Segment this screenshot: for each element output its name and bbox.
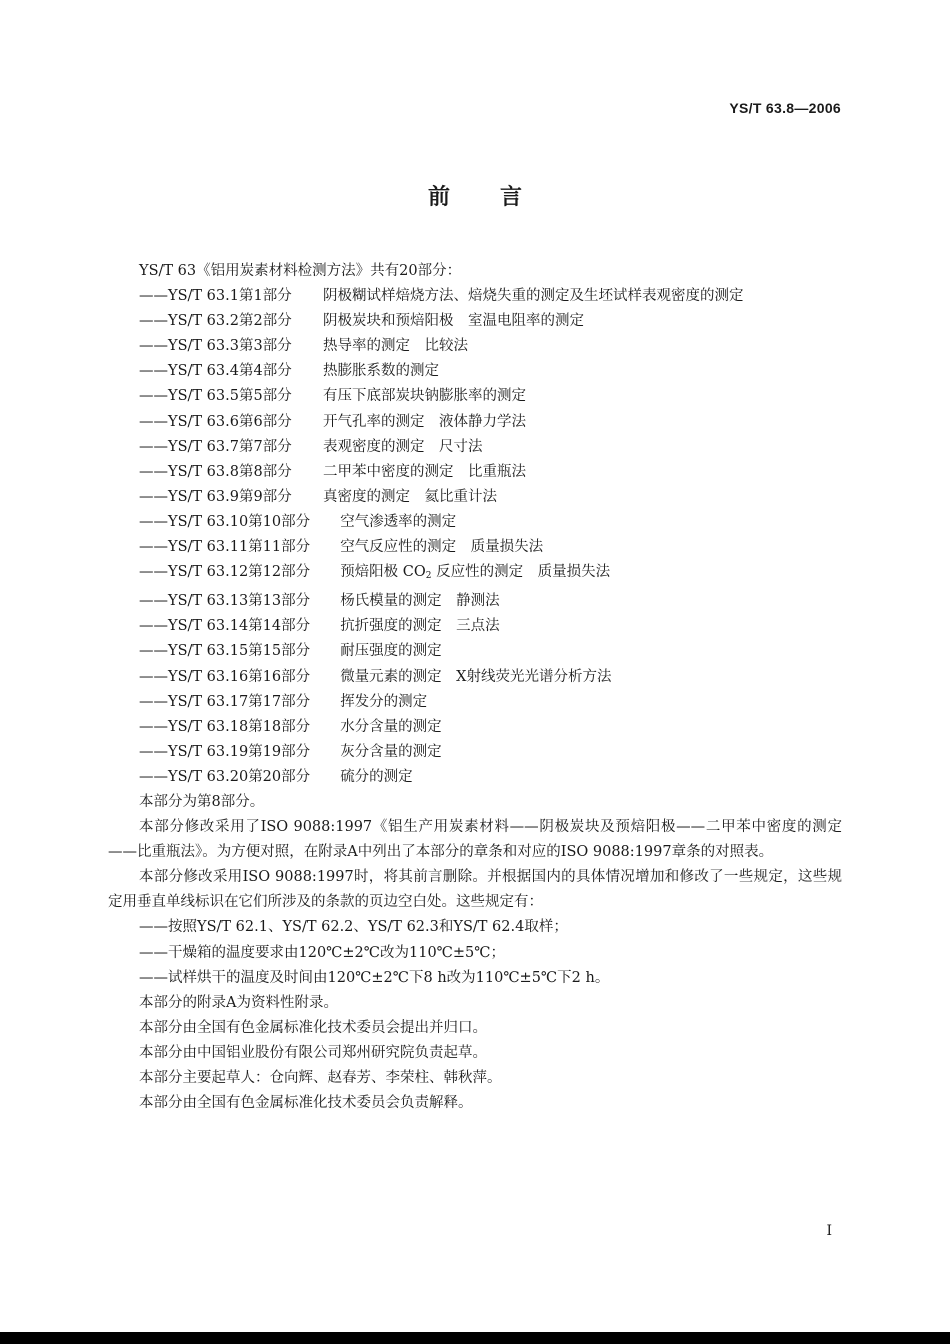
series-part: 第2部分	[238, 313, 292, 330]
series-code: ——YS/T 63.18	[139, 718, 249, 735]
series-item	[108, 765, 842, 790]
series-name: 空气渗透率的测定	[340, 513, 457, 530]
series-part: 第11部分	[248, 539, 311, 556]
series-item	[108, 614, 842, 639]
series-name: 水分含量的测定	[340, 718, 442, 735]
series-code: ——YS/T 63.11	[139, 539, 249, 556]
intro-line: YS/T 63《铝用炭素材料检测方法》共有20部分：	[139, 263, 462, 279]
series-code: ——YS/T 63.16	[139, 668, 249, 685]
series-code: ——YS/T 63.3	[139, 338, 239, 355]
this-part-line: 本部分为第8部分。	[139, 793, 265, 810]
foreword-body	[108, 259, 842, 1116]
series-code: ——YS/T 63.10	[139, 513, 249, 530]
closing-line: 本部分由全国有色金属标准化技术委员会提出并归口。	[139, 1019, 487, 1036]
series-code: ——YS/T 63.17	[139, 693, 249, 710]
series-name: 预焙阳极 CO	[340, 564, 426, 581]
series-name: 硫分的测定	[340, 768, 413, 785]
series-list	[108, 284, 842, 790]
bottom-border	[0, 1332, 950, 1344]
series-name: 空气反应性的测定 质量损失法	[340, 539, 544, 556]
series-code: ——YS/T 63.13	[139, 593, 249, 610]
series-name: 表观密度的测定 尺寸法	[322, 438, 483, 455]
series-code: ——YS/T 63.8	[139, 463, 239, 480]
series-name-subscript: 2	[425, 571, 432, 582]
series-name: 挥发分的测定	[340, 693, 428, 710]
series-name: 耐压强度的测定	[340, 643, 442, 660]
series-code: ——YS/T 63.5	[139, 388, 239, 405]
series-part: 第12部分	[248, 564, 311, 581]
series-item	[108, 309, 842, 334]
series-item	[108, 460, 842, 485]
series-code: ——YS/T 63.14	[139, 618, 249, 635]
series-item	[108, 485, 842, 510]
series-part: 第16部分	[248, 668, 311, 685]
series-part: 第1部分	[238, 288, 292, 305]
series-code: ——YS/T 63.7	[139, 438, 239, 455]
series-name: 阴极糊试样焙烧方法、焙烧失重的测定及生坯试样表观密度的测定	[322, 288, 744, 305]
closing-line: 本部分由全国有色金属标准化技术委员会负责解释。	[139, 1095, 473, 1112]
series-code: ——YS/T 63.4	[139, 363, 239, 380]
adoption-paragraph: 本部分修改采用了ISO 9088:1997《铝生产用炭素材料——阴极炭块及预焙阳极——二甲苯中密度的测定——比重瓶法》。为方便对照，在附录A中列出了本部分的章条和对应的ISO 9088:1997章条的对照表。	[108, 819, 842, 861]
series-part: 第10部分	[248, 513, 311, 530]
series-name: 有压下底部炭块钠膨胀率的测定	[322, 388, 526, 405]
series-part: 第18部分	[248, 718, 311, 735]
series-part: 第5部分	[238, 388, 292, 405]
series-part: 第19部分	[248, 743, 311, 760]
series-part: 第6部分	[238, 413, 292, 430]
series-part: 第9部分	[238, 488, 292, 505]
series-part: 第3部分	[238, 338, 292, 355]
series-item	[108, 435, 842, 460]
series-name: 灰分含量的测定	[340, 743, 442, 760]
series-item	[108, 535, 842, 560]
series-item	[108, 690, 842, 715]
series-code: ——YS/T 63.20	[139, 768, 249, 785]
series-part: 第14部分	[248, 618, 311, 635]
series-code: ——YS/T 63.2	[139, 313, 239, 330]
series-item	[108, 284, 842, 309]
series-name: 开气孔率的测定 液体静力学法	[322, 413, 526, 430]
series-part: 第20部分	[248, 768, 311, 785]
series-part: 第15部分	[248, 643, 311, 660]
series-item	[108, 589, 842, 614]
closing-line: 本部分由中国铝业股份有限公司郑州研究院负责起草。	[139, 1044, 487, 1061]
series-item	[108, 384, 842, 409]
series-code: ——YS/T 63.9	[139, 488, 239, 505]
page-title: 前言	[427, 185, 572, 210]
series-item	[108, 665, 842, 690]
series-part: 第17部分	[248, 693, 311, 710]
series-name: 反应性的测定 质量损失法	[431, 564, 611, 581]
series-item	[108, 359, 842, 384]
series-item	[108, 510, 842, 535]
series-item	[108, 560, 842, 589]
series-part: 第13部分	[248, 593, 311, 610]
series-code: ——YS/T 63.6	[139, 413, 239, 430]
series-code: ——YS/T 63.1	[139, 288, 239, 305]
series-name: 微量元素的测定 X射线荧光光谱分析方法	[340, 668, 612, 685]
standard-code: YS/T 63.8—2006	[729, 100, 841, 116]
series-code: ——YS/T 63.15	[139, 643, 249, 660]
modification-item: ——试样烘干的温度及时间由120℃±2℃下8 h改为110℃±5℃下2 h。	[139, 969, 610, 986]
series-name: 阴极炭块和预焙阳极 室温电阻率的测定	[322, 313, 584, 330]
series-part: 第7部分	[238, 438, 292, 455]
closing-line: 本部分主要起草人：仓向辉、赵春芳、李荣柱、韩秋萍。	[139, 1070, 502, 1086]
series-name: 二甲苯中密度的测定 比重瓶法	[322, 463, 526, 480]
series-item	[108, 639, 842, 664]
series-name: 抗折强度的测定 三点法	[340, 618, 500, 635]
series-name: 杨氏模量的测定 静测法	[340, 593, 500, 610]
series-item	[108, 334, 842, 359]
series-code: ——YS/T 63.12	[139, 564, 249, 581]
modification-item: ——按照YS/T 62.1、YS/T 62.2、YS/T 62.3和YS/T 62.4取样；	[139, 919, 568, 936]
series-part: 第4部分	[238, 363, 292, 380]
series-item	[108, 410, 842, 435]
page-number: I	[826, 1223, 832, 1239]
series-name: 热膨胀系数的测定	[322, 363, 439, 380]
series-item	[108, 715, 842, 740]
modification-item: ——干燥箱的温度要求由120℃±2℃改为110℃±5℃；	[139, 944, 505, 961]
closing-line: 本部分的附录A为资料性附录。	[139, 994, 338, 1011]
series-code: ——YS/T 63.19	[139, 743, 249, 760]
series-name: 真密度的测定 氦比重计法	[322, 488, 497, 505]
series-name: 热导率的测定 比较法	[322, 338, 468, 355]
modification-paragraph: 本部分修改采用ISO 9088:1997时，将其前言删除。并根据国内的具体情况增加和修改了一些规定，这些规定用垂直单线标识在它们所涉及的条款的页边空白处。这些规定有：	[108, 869, 842, 911]
series-part: 第8部分	[238, 463, 292, 480]
series-item	[108, 740, 842, 765]
